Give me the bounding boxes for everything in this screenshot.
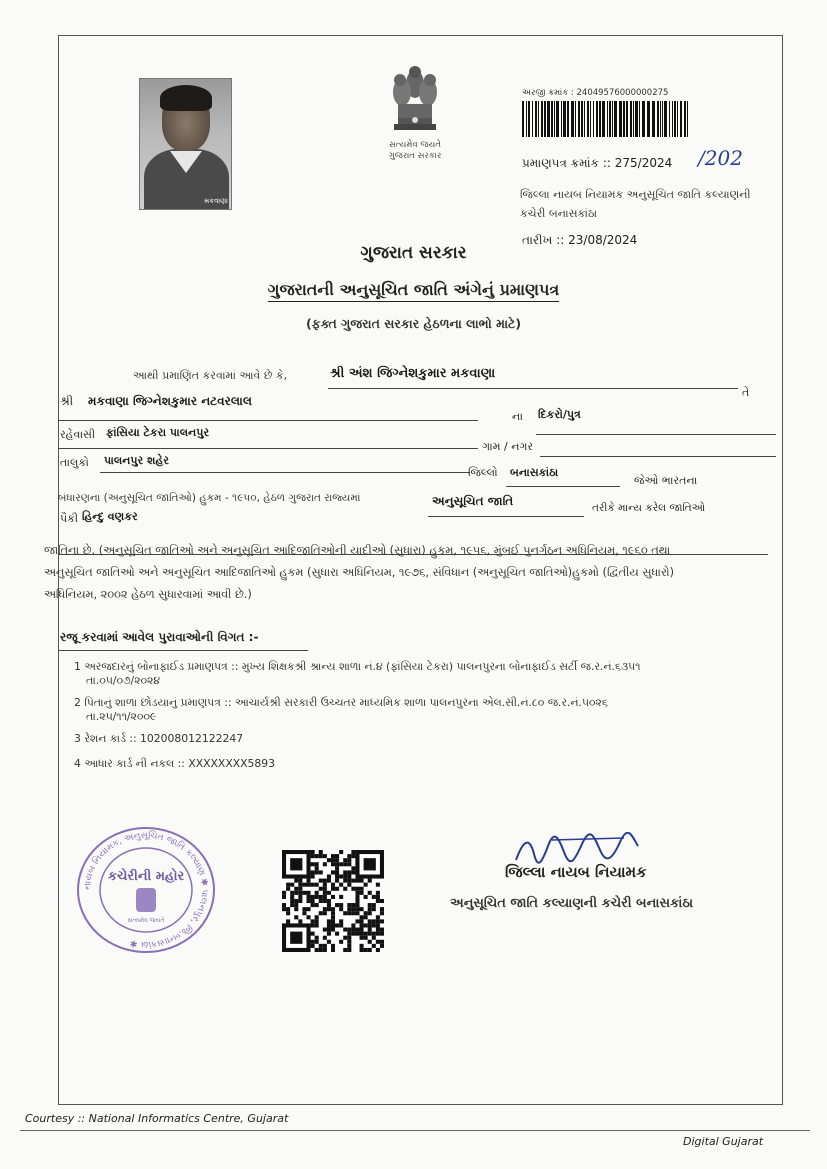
handwritten-number: /202 — [698, 146, 743, 170]
legal-line-2: અનુસૂચિત જાતિઓ અને અનુસૂચિત આદિજાતિઓ હુકમ (સુધારા અધિનિયમ, ૧૯૭૬, સંવિધાન (અનુસૂચિત જાતિઓ)હુકમો (દ્વિતીય સુધારો) — [44, 566, 675, 579]
footer-brand: Digital Gujarat — [683, 1135, 764, 1148]
govt-title: ગુજરાત સરકાર — [360, 243, 467, 263]
issue-date: 23/08/2024 — [568, 233, 638, 247]
evidence-item-date: તા.૦૫/૦૭/૨૦૨૪ — [86, 674, 160, 687]
resident-value: ફાંસિયા ટેકરા પાલનપુર — [106, 426, 210, 439]
evidence-item: 2 પિતાનું શાળા છોડયાનું પ્રમાણપત્ર :: આચાર્યશ્રી સરકારી ઉચ્ચતર માધ્યમિક શાળા પાલનપુરના એલ.સી.નં.૮૦ જ.ર.નં.૫૦૨૬ તા.૨૫/૧૧/૨૦૦૯ — [74, 696, 764, 732]
constitution-text: બંધારણના (અનુસૂચિત જાતિઓ) હુકમ - ૧૯૫૦, હેઠળ ગુજરાત રાજ્યમાં — [58, 492, 361, 504]
shri-text: શ્રી — [60, 394, 74, 408]
evidence-heading: રજૂ કરવામાં આવેલ પુરાવાઓની વિગત :- — [60, 630, 259, 644]
evidence-item-text: આધાર કાર્ડ ની નકલ :: XXXXXXXX5893 — [84, 757, 275, 770]
district-label: જિલ્લો — [468, 466, 498, 479]
taluka-label: તાલુકો — [60, 456, 89, 469]
qr-code — [282, 850, 384, 952]
certificate-subtitle: (ફક્ત ગુજરાત સરકાર હેઠળના લાભો માટે) — [305, 316, 522, 331]
footer-divider — [20, 1130, 810, 1131]
office-line-2: કચેરી બનાસકાંઠા — [520, 207, 598, 220]
certificate-number: 275/2024 — [614, 156, 673, 170]
certificate-number-row — [522, 156, 672, 171]
father-name: મકવાણા જિગ્નેશકુમાર નટવરલાલ — [88, 394, 252, 408]
relation: દિકરો/પુત્ર — [538, 408, 581, 421]
applicant-name: શ્રી અંશ જિગ્નેશકુમાર મકવાણા — [330, 366, 496, 381]
signatory-office: અનુસૂચિત જાતિ કલ્યાણની કચેરી બનાસકાંઠા — [450, 896, 694, 911]
state-emblem-icon — [380, 62, 450, 140]
application-number: અરજી ક્રમાંક : 24049576000000275 — [522, 88, 669, 98]
evidence-item-text: રેશન કાર્ડ :: 102008012122247 — [84, 732, 244, 745]
evidence-item-text: પિતાનું શાળા છોડયાનું પ્રમાણપત્ર :: આચાર્યશ્રી સરકારી ઉચ્ચતર માધ્યમિક શાળા પાલનપુરના એલ.સી.નં.૮૦ જ.ર.નં.૫૦૨૬ — [84, 696, 608, 709]
certify-prefix: આથી પ્રમાણિત કરવામાં આવે છે કે, — [133, 369, 288, 382]
applicant-photo — [139, 78, 232, 210]
evidence-item: 3 રેશન કાર્ડ :: 102008012122247 — [74, 732, 244, 745]
stamp-seal-caption: સત્યમેવ જયતે — [127, 917, 165, 924]
evidence-item: 4 આધાર કાર્ડ ની નકલ :: XXXXXXXX5893 — [74, 757, 275, 770]
district-value: બનાસકાંઠા — [510, 466, 559, 479]
signatory-title: જિલ્લા નાયબ નિયામક — [505, 863, 647, 881]
legal-line-3: અધિનિયમ, ૨૦૦૨ હેઠળ સુધારવામાં આવી છે.) — [44, 588, 252, 601]
taluka-value: પાલનપુર શહેર — [104, 454, 169, 467]
evidence-item: 1 અરજદારનું બોનાફાઈડ પ્રમાણપત્ર :: મુખ્ય શિક્ષકશ્રી શ્રાન્ય શાળા નં.૪ (ફાંસિયા ટેકરા) પાલનપુરના બોનાફાઈડ સર્ટી જ.ર.નં.૬૩૫૧ તા.૦૫/૦૭/૨૦૨૪ — [74, 660, 764, 696]
te-text: તે — [742, 386, 750, 399]
legal-paragraph — [44, 540, 764, 606]
recognized-text: તરીકે માન્ય કરેલ જાતિઓ — [592, 502, 706, 514]
certificate-title-text: ગુજરાતની અનુસૂચિત જાતિ અંગેનું પ્રમાણપત્ર — [268, 280, 559, 302]
category-value: અનુસૂચિત જાતિ — [432, 494, 514, 508]
emblem-caption — [372, 140, 458, 162]
certificate-number-sep: :: — [602, 156, 611, 170]
barcode — [522, 101, 690, 137]
na-text: ના — [512, 410, 523, 423]
evidence-list — [74, 660, 764, 781]
paiki-text: પૈકી — [60, 512, 79, 525]
office-address — [520, 185, 751, 223]
india-text: જેઓ ભારતના — [634, 474, 698, 487]
office-line-1: જિલ્લા નાયબ નિયામક અનુસૂચિત જાતિ કલ્યાણની — [520, 188, 751, 201]
legal-line-1: જાતિના છે. (અનુસૂચિત જાતિઓ અને અનુસૂચિત આદિજાતિઓની યાદીઓ (સુધારા) હુકમ, ૧૯૫૬, મુંબઈ પુનર્ગઠન અધિનિયમ, ૧૯૬૦ તથા — [44, 544, 671, 557]
office-stamp — [72, 826, 220, 954]
emblem-motto: સત્યમેવ જયતે — [388, 140, 442, 150]
evidence-item-text: અરજદારનું બોનાફાઈડ પ્રમાણપત્ર :: મુખ્ય શિક્ષકશ્રી શ્રાન્ય શાળા નં.૪ (ફાંસિયા ટેકરા) પાલનપુરના બોનાફાઈડ સર્ટી જ.ર.નં.૬૩૫૧ — [84, 660, 641, 673]
stamp-ring-text: નાયબ નિયામક, અનુસૂચિત જાતિ કલ્યાણ ✱ પાલનપુર, જિ.બનાસકાંઠા ✱ — [82, 830, 210, 950]
date-sep: :: — [556, 233, 565, 247]
evidence-item-date: તા.૨૫/૧૧/૨૦૦૯ — [86, 710, 157, 723]
certificate-title — [0, 280, 827, 300]
date-label: તારીખ — [522, 233, 553, 247]
caste-value: હિન્દુ વણકર — [82, 510, 138, 523]
resident-label: રહેવાસી — [60, 428, 96, 441]
footer-courtesy: Courtesy :: National Informatics Centre, Gujarat — [25, 1112, 289, 1125]
photo-caption: મકવાણા — [204, 197, 228, 205]
certificate-number-label: પ્રમાણપત્ર ક્રમાંક — [522, 156, 600, 170]
village-label: ગામ / નગર — [482, 440, 534, 453]
stamp-center-text: કચેરીની મહોર — [107, 869, 185, 884]
emblem-govt: ગુજરાત સરકાર — [388, 151, 442, 161]
